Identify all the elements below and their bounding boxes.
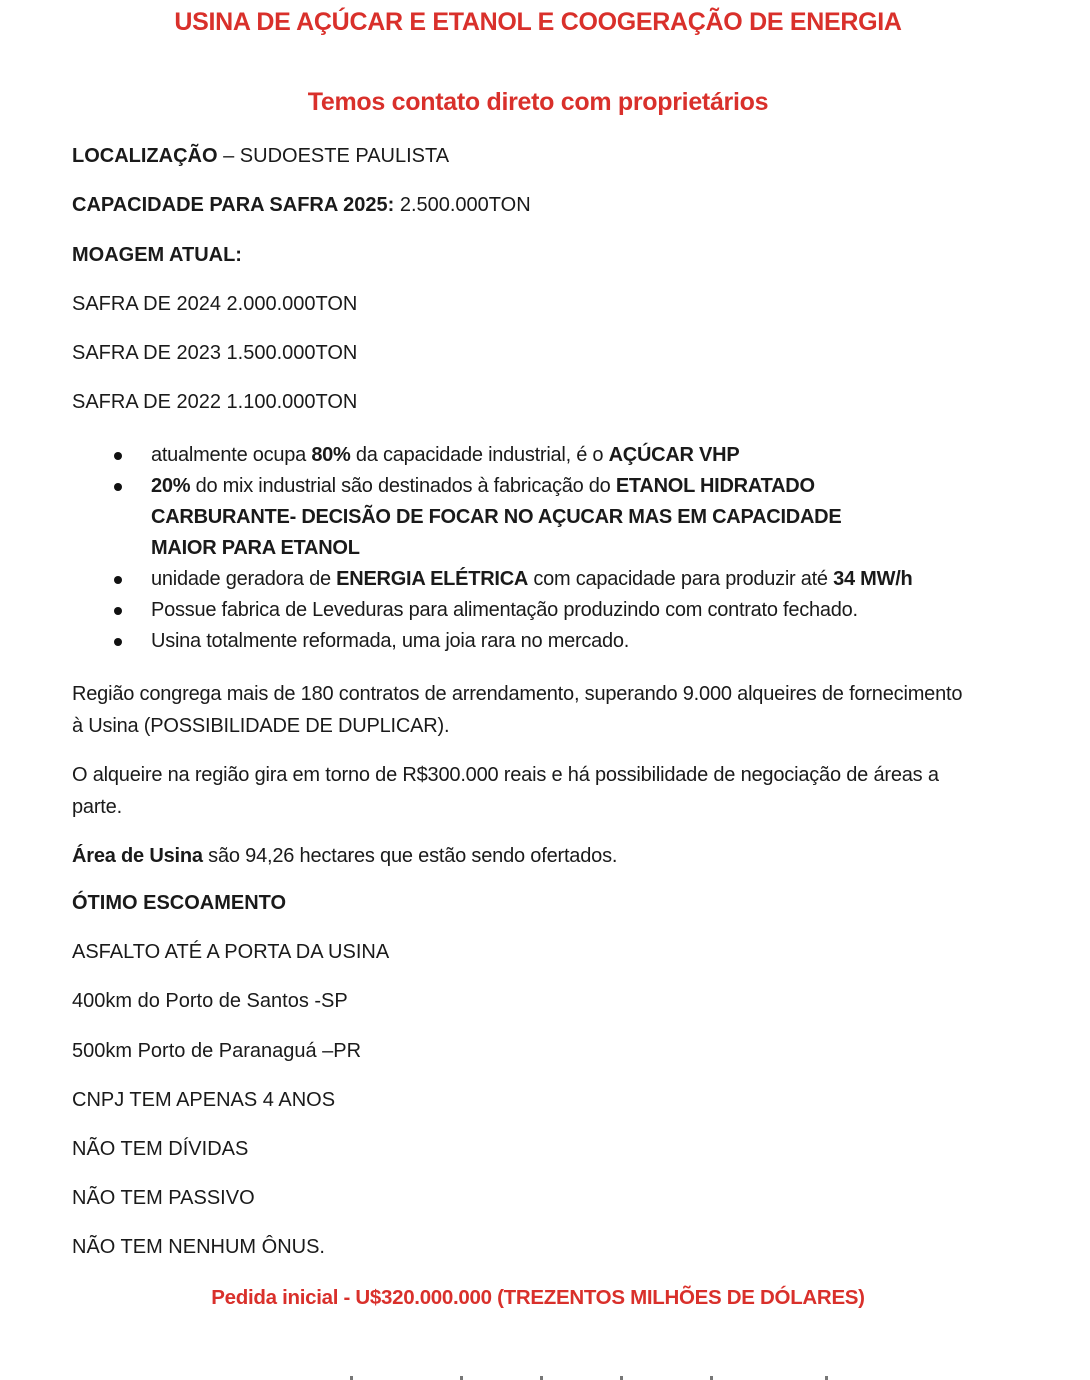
cut-off-text-fragments	[350, 1376, 850, 1380]
capacity-label: CAPACIDADE PARA SAFRA 2025:	[72, 194, 395, 216]
harvest-2022: SAFRA DE 2022 1.100.000TON	[72, 391, 358, 413]
harvest-2024: SAFRA DE 2024 2.000.000TON	[72, 293, 358, 315]
capacity-value: 2.500.000TON	[394, 194, 531, 216]
text: da capacidade industrial, é o	[350, 444, 609, 466]
company-item: NÃO TEM PASSIVO	[72, 1187, 255, 1209]
logistics-item: 500km Porto de Paranaguá –PR	[72, 1040, 362, 1062]
text: atualmente ocupa	[151, 444, 312, 466]
bullet-icon	[114, 576, 122, 584]
bold-text: 80%	[311, 444, 351, 466]
capacity-line	[72, 194, 531, 217]
text: unidade geradora de	[151, 568, 337, 590]
feature-sugar	[112, 440, 992, 471]
text: Usina totalmente reformada, uma joia rara no mercado.	[151, 630, 630, 652]
area-paragraph	[72, 840, 972, 872]
bullet-icon	[114, 607, 122, 615]
text: do mix industrial são destinados à fabricação do	[190, 475, 616, 497]
bold-text: AÇÚCAR VHP	[608, 444, 740, 466]
asking-price: Pedida inicial - U$320.000.000 (TREZENTOS MILHÕES DE DÓLARES)	[211, 1286, 865, 1309]
land-price-paragraph: O alqueire na região gira em torno de R$300.000 reais e há possibilidade de negociação de áreas a parte.	[72, 764, 939, 818]
bold-text: ENERGIA ELÉTRICA	[336, 568, 529, 590]
company-item: NÃO TEM DÍVIDAS	[72, 1138, 249, 1160]
location-value: – SUDOESTE PAULISTA	[217, 145, 450, 167]
bullet-icon	[114, 483, 122, 491]
company-item: CNPJ TEM APENAS 4 ANOS	[72, 1089, 336, 1111]
logistics-heading	[72, 892, 286, 915]
bold-text: ETANOL HIDRATADO CARBURANTE- DECISÃO DE FOCAR NO AÇUCAR MAS EM CAPACIDADE MAIOR PARA ETANOL	[151, 475, 842, 559]
document-subtitle: Temos contato direto com proprietários	[307, 88, 769, 116]
logistics-heading-text: ÓTIMO ESCOAMENTO	[72, 892, 287, 914]
text: com capacidade para produzir até	[528, 568, 834, 590]
text: Possue fabrica de Leveduras para alimentação produzindo com contrato fechado.	[151, 599, 858, 621]
bullet-icon	[114, 452, 122, 460]
features-list	[112, 440, 992, 657]
area-label: Área de Usina	[72, 845, 203, 867]
feature-energy	[112, 564, 992, 595]
harvest-2023: SAFRA DE 2023 1.500.000TON	[72, 342, 358, 364]
feature-ethanol	[112, 471, 911, 564]
logistics-item: ASFALTO ATÉ A PORTA DA USINA	[72, 941, 390, 963]
bold-text: 34 MW/h	[833, 568, 913, 590]
feature-yeast	[112, 595, 992, 626]
logistics-item: 400km do Porto de Santos -SP	[72, 990, 348, 1012]
company-item: NÃO TEM NENHUM ÔNUS.	[72, 1236, 325, 1258]
grinding-heading	[72, 244, 242, 267]
bullet-icon	[114, 638, 122, 646]
bold-text: 20%	[151, 475, 191, 497]
location-label: LOCALIZAÇÃO	[72, 145, 218, 167]
document-title: USINA DE AÇÚCAR E ETANOL E COOGERAÇÃO DE ENERGIA	[174, 8, 902, 36]
feature-renovated	[112, 626, 992, 657]
area-text: são 94,26 hectares que estão sendo ofertados.	[202, 845, 618, 867]
region-paragraph: Região congrega mais de 180 contratos de arrendamento, superando 9.000 alqueires de fornecimento à Usina (POSSIBILIDADE DE DUPLICAR).	[72, 683, 963, 737]
location-line	[72, 145, 449, 168]
grinding-label: MOAGEM ATUAL:	[72, 244, 242, 266]
